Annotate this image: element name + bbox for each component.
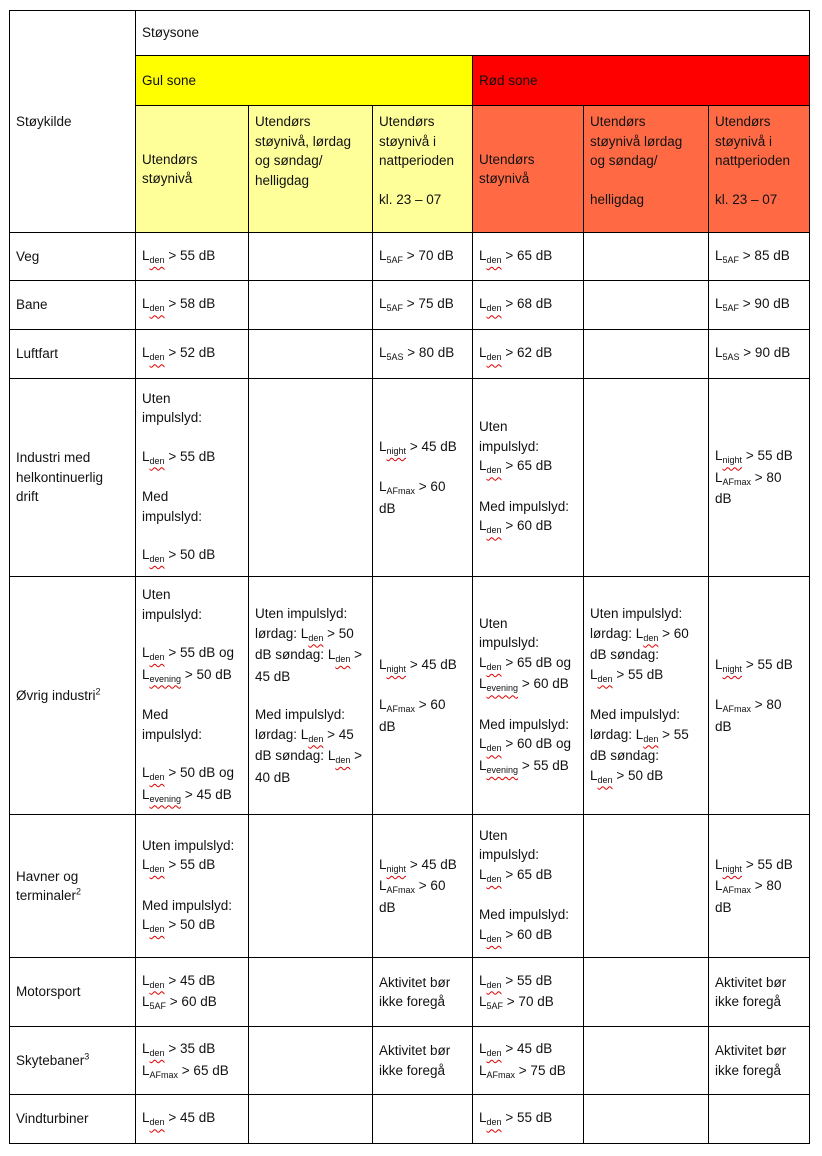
cell-gul-ute: $L_{den} > 45$ dB xyxy=(136,1095,249,1144)
cell-rod-natt: Aktivitet bør ikke foregå xyxy=(709,1027,810,1095)
row-label: Vindturbiner xyxy=(10,1095,136,1144)
cell-gul-ute: $L_{den} > 52$ dB xyxy=(136,330,249,379)
row-veg xyxy=(10,233,810,281)
cell-rod-ute: $L_{den} > 62$ dB xyxy=(473,330,584,379)
row-havner xyxy=(10,815,810,958)
header-gul-sone: Gul sone xyxy=(136,56,473,106)
row-bane xyxy=(10,281,810,330)
cell-gul-helg xyxy=(249,379,373,577)
cell-rod-natt: $L_{night} > 55$ dB $L_{AFmax} > 80$ dB xyxy=(709,815,810,958)
cell-gul-natt xyxy=(373,1095,473,1144)
cell-gul-ute: Uten impulslyd: $L_{den} > 55$ dB Med impulslyd: $L_{den} > 50$ dB xyxy=(136,815,249,958)
row-vindturbiner xyxy=(10,1095,810,1144)
cell-rod-natt: $L_{night} > 55$ dB $L_{AFmax} > 80$ dB xyxy=(709,379,810,577)
cell-gul-ute: $L_{den} > 58$ dB xyxy=(136,281,249,330)
row-luftfart xyxy=(10,330,810,379)
cell-gul-natt: Aktivitet bør ikke foregå xyxy=(373,958,473,1027)
cell-rod-helg xyxy=(584,281,709,330)
cell-gul-natt: $L_{night} > 45$ dB $L_{AFmax} > 60$ dB xyxy=(373,815,473,958)
row-motorsport xyxy=(10,958,810,1027)
header-stoysone: Støysone xyxy=(136,11,810,56)
cell-gul-helg xyxy=(249,815,373,958)
col-gul-helg: Utendørs støynivå, lørdag og søndag/ helligdag xyxy=(249,106,373,233)
cell-gul-natt: $L_{night} > 45$ dB $L_{AFmax} > 60$ dB xyxy=(373,577,473,815)
cell-gul-natt: $L_{5AS} > 80$ dB xyxy=(373,330,473,379)
cell-rod-ute: Uten impulslyd: $L_{den} > 65$ dB Med impulslyd: $L_{den} > 60$ dB xyxy=(473,379,584,577)
row-ovrig-industri xyxy=(10,577,810,815)
col-rod-helg: Utendørs støynivå lørdag og søndag/ helligdag xyxy=(584,106,709,233)
cell-rod-helg xyxy=(584,379,709,577)
cell-rod-ute: $L_{den} > 45$ dB $L_{AFmax} > 75$ dB xyxy=(473,1027,584,1095)
cell-gul-helg xyxy=(249,958,373,1027)
row-label: Bane xyxy=(10,281,136,330)
cell-gul-helg xyxy=(249,233,373,281)
header-rod-sone: Rød sone xyxy=(473,56,810,106)
noise-zone-table xyxy=(9,10,810,1144)
row-label: Øvrig industri$^2$ xyxy=(10,577,136,815)
row-industri xyxy=(10,379,810,577)
cell-rod-ute: $L_{den} > 55$ dB xyxy=(473,1095,584,1144)
cell-rod-helg xyxy=(584,958,709,1027)
cell-rod-helg xyxy=(584,1027,709,1095)
cell-rod-helg xyxy=(584,233,709,281)
cell-gul-ute: $L_{den} > 35$ dB $L_{AFmax} > 65$ dB xyxy=(136,1027,249,1095)
row-label: Industri med helkontinuerlig drift xyxy=(10,379,136,577)
col-gul-utendors: Utendørs støynivå xyxy=(136,106,249,233)
cell-rod-helg xyxy=(584,1095,709,1144)
cell-gul-helg xyxy=(249,1095,373,1144)
cell-rod-natt xyxy=(709,1095,810,1144)
row-label: Luftfart xyxy=(10,330,136,379)
cell-rod-helg: Uten impulslyd: lørdag: $L_{den} > 60$ dB søndag: $L_{den} > 55$ dB Med impulslyd: lørdag: $L_{den} > 55$ dB søndag: $L_{den} > 50$ dB xyxy=(584,577,709,815)
cell-rod-natt: $L_{night} > 55$ dB $L_{AFmax} > 80$ dB xyxy=(709,577,810,815)
cell-rod-natt: $L_{5AF} > 90$ dB xyxy=(709,281,810,330)
cell-rod-ute: $L_{den} > 65$ dB xyxy=(473,233,584,281)
cell-gul-helg: Uten impulslyd: lørdag: $L_{den} > 50$ dB søndag: $L_{den}$ > 45 dB Med impulslyd: lørdag: $L_{den} > 45$ dB søndag: $L_{den}$ > 40 dB xyxy=(249,577,373,815)
cell-rod-ute: $L_{den} > 55$ dB $L_{5AF} > 70$ dB xyxy=(473,958,584,1027)
cell-gul-ute: $L_{den} > 55$ dB xyxy=(136,233,249,281)
cell-rod-natt: Aktivitet bør ikke foregå xyxy=(709,958,810,1027)
row-label: Veg xyxy=(10,233,136,281)
row-label: Skytebaner$^3$ xyxy=(10,1027,136,1095)
cell-rod-helg xyxy=(584,330,709,379)
cell-gul-helg xyxy=(249,330,373,379)
cell-gul-natt: $L_{night} > 45$ dB $L_{AFmax} > 60$ dB xyxy=(373,379,473,577)
col-rod-utendors: Utendørs støynivå xyxy=(473,106,584,233)
cell-gul-natt: $L_{5AF} > 75$ dB xyxy=(373,281,473,330)
cell-rod-ute: Uten impulslyd: $L_{den} > 65$ dB og $L_{evening} > 60$ dB Med impulslyd: $L_{den} > 60$ dB og $L_{evening} > 55$ dB xyxy=(473,577,584,815)
cell-rod-helg xyxy=(584,815,709,958)
header-stoykilde: Støykilde xyxy=(10,11,136,233)
cell-gul-natt: $L_{5AF} > 70$ dB xyxy=(373,233,473,281)
col-gul-natt: Utendørs støynivå i nattperioden kl. 23 – 07 xyxy=(373,106,473,233)
cell-gul-ute: Uten impulslyd: $L_{den} > 55$ dB og $L_{evening} > 50$ dB Med impulslyd: $L_{den} > 50$ dB og $L_{evening} > 45$ dB xyxy=(136,577,249,815)
header-row-zone xyxy=(10,11,810,56)
cell-rod-natt: $L_{5AF} > 85$ dB xyxy=(709,233,810,281)
cell-gul-natt: Aktivitet bør ikke foregå xyxy=(373,1027,473,1095)
cell-rod-ute: Uten impulslyd: $L_{den} > 65$ dB Med impulslyd: $L_{den} > 60$ dB xyxy=(473,815,584,958)
cell-rod-ute: $L_{den} > 68$ dB xyxy=(473,281,584,330)
cell-gul-ute: $L_{den} > 45$ dB $L_{5AF} > 60$ dB xyxy=(136,958,249,1027)
row-label: Havner og terminaler$^2$ xyxy=(10,815,136,958)
cell-rod-natt: $L_{5AS} > 90$ dB xyxy=(709,330,810,379)
cell-gul-helg xyxy=(249,281,373,330)
cell-gul-ute: Uten impulslyd: $L_{den} > 55$ dB Med impulslyd: $L_{den} > 50$ dB xyxy=(136,379,249,577)
cell-gul-helg xyxy=(249,1027,373,1095)
row-skytebaner xyxy=(10,1027,810,1095)
col-rod-natt: Utendørs støynivå i nattperioden kl. 23 – 07 xyxy=(709,106,810,233)
row-label: Motorsport xyxy=(10,958,136,1027)
